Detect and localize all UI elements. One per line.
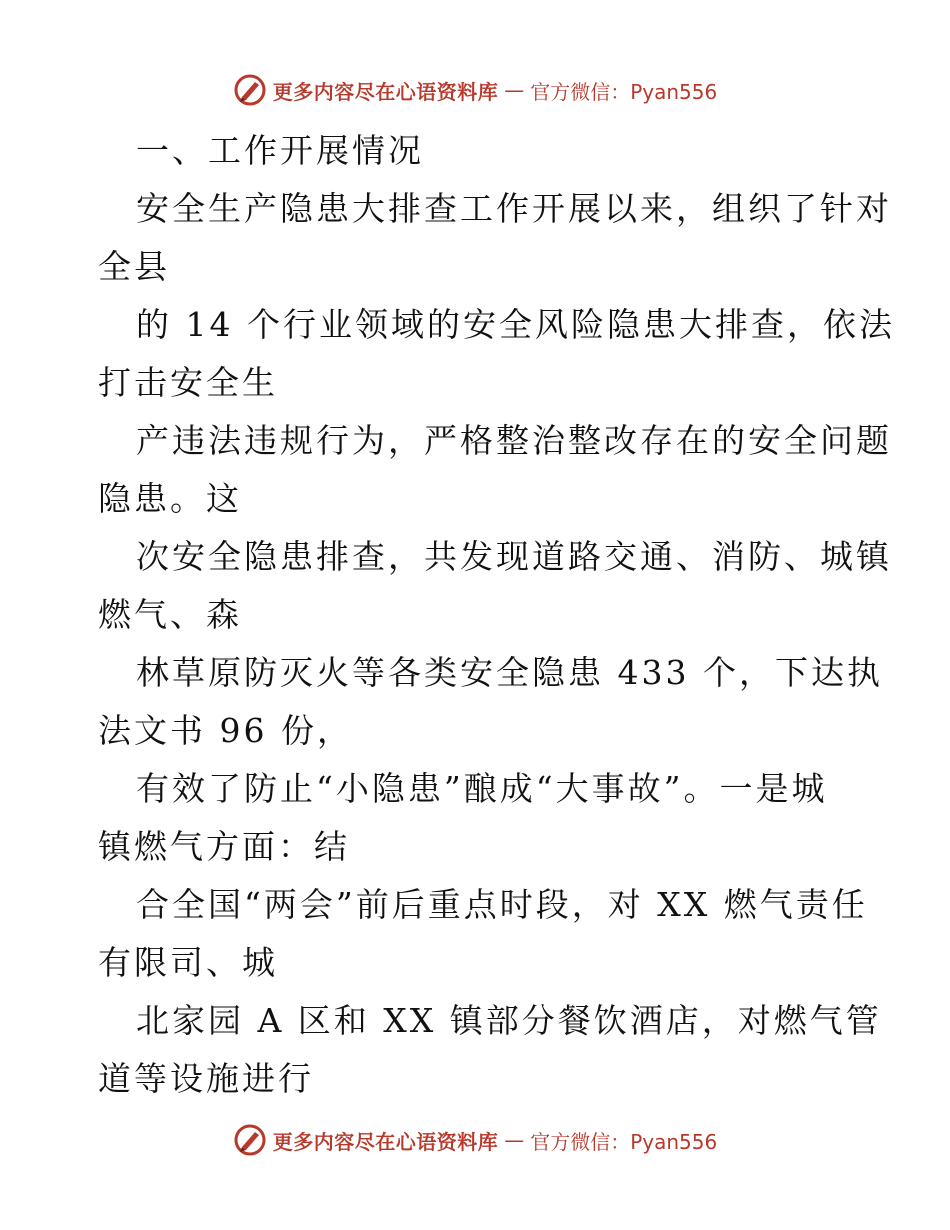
text-line: 林草原防灭火等各类安全隐患 433 个，下达执 [136,653,883,692]
text-line: 安全生产隐患大排查工作开展以来，组织了针对 [136,189,892,228]
text-line: 产违法违规行为，严格整治整改存在的安全问题 [136,421,892,460]
text-line: 合全国“两会”前后重点时段，对 XX 燃气责任 [136,885,868,924]
footer-watermark [0,1120,950,1160]
text-line: 全县 [98,247,170,286]
text-line: 一、工作开展情况 [136,131,424,170]
pen-logo-icon [233,1123,267,1157]
watermark-contact: 官方微信：Pyan556 [530,1129,718,1154]
watermark-separator: — [504,78,525,102]
header-watermark [0,70,950,110]
text-line: 燃气、森 [98,595,242,634]
text-line: 打击安全生 [98,363,278,402]
text-line: 法文书 96 份， [98,711,353,750]
watermark-title: 更多内容尽在心语资料库 [272,1129,499,1154]
text-line: 次安全隐患排查，共发现道路交通、消防、城镇 [136,537,892,576]
document-body [98,122,895,1108]
watermark-title: 更多内容尽在心语资料库 [272,79,499,104]
text-line: 道等设施进行 [98,1059,314,1098]
text-line: 隐患。这 [98,479,242,518]
watermark-separator: — [504,1128,525,1152]
text-line: 镇燃气方面：结 [98,827,350,866]
text-line: 有效了防止“小隐患”酿成“大事故”。一是城 [136,769,828,808]
text-line: 北家园 A 区和 XX 镇部分餐饮酒店，对燃气管 [136,1001,882,1040]
watermark-contact: 官方微信：Pyan556 [530,79,718,104]
pen-logo-icon [233,73,267,107]
text-line: 有限司、城 [98,943,278,982]
text-line: 的 14 个行业领域的安全风险隐患大排查，依法 [136,305,895,344]
